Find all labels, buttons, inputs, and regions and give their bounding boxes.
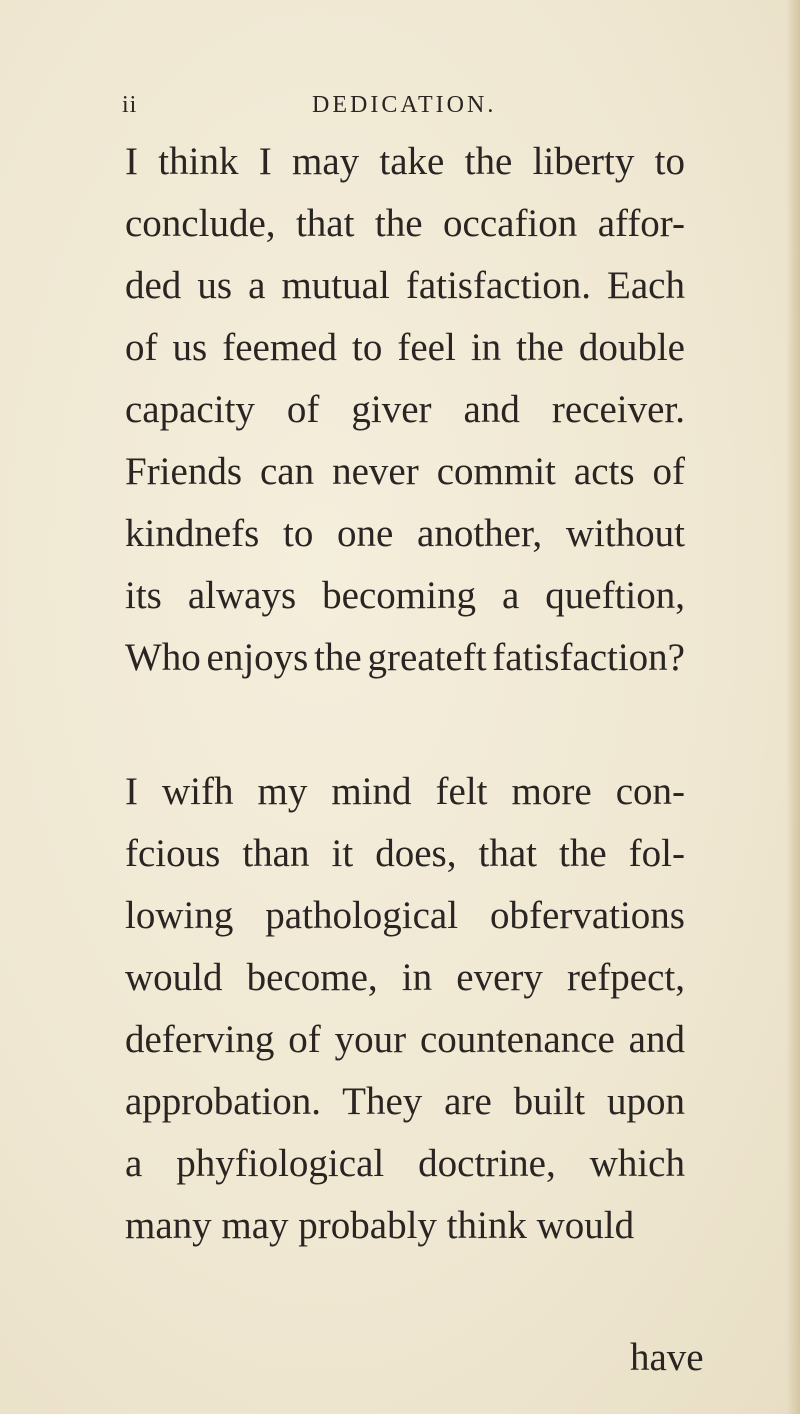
catchword: have: [630, 1336, 704, 1379]
page-header: [0, 92, 800, 132]
page-number: ii: [122, 92, 138, 118]
book-page: ii DEDICATION. I think I may take the liberty to conclude, that the occafion affor- ded us a mutual fatisfaction. Each of us feemed to feel in the double capacity of giver and receiver. Friends can never commit acts of kindnefs to one another, without its always becoming a queftion, Who enjoys the greateft fatisfaction? I wifh my mind felt more con- fcious than it does, that the fol- lowing pathological obfervations would become, in every refpect, deferving of your countenance and approbation. They are built upon a phyfiological doctrine, which many may probably think would have: [0, 0, 800, 1414]
running-head: DEDICATION.: [312, 92, 497, 118]
page-edge-shadow: [786, 0, 800, 1414]
